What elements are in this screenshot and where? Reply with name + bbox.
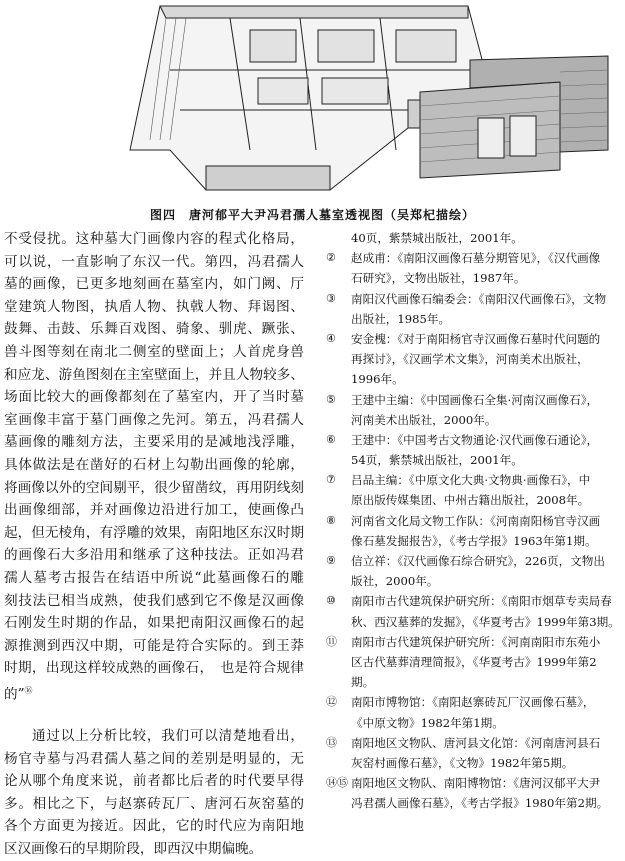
body-line: 通过以上分析比较，我们可以清楚地看出， bbox=[32, 728, 304, 745]
note-number: ⑭⑮ bbox=[326, 776, 348, 790]
note-number: ⑨ bbox=[326, 554, 336, 567]
note-line: 《中原文物》1982年第1期。 bbox=[351, 715, 504, 730]
body-line: 墓的画像，已更多地刻画在墓室内，如门阙、厅 bbox=[4, 276, 304, 293]
body-line: 堂建筑人物图，执盾人物、执戟人物、拜谒图、 bbox=[4, 298, 304, 315]
body-text-column bbox=[4, 228, 304, 861]
note-number: ⑪ bbox=[326, 634, 337, 648]
note-number: ② bbox=[326, 251, 336, 265]
figure-caption: 图四 唐河郁平大尹冯君孺人墓室透视图（吴郑杞描绘） bbox=[149, 208, 475, 222]
note-line: 区古代墓葬清理简报》，《华夏考古》1999年第2 bbox=[351, 654, 597, 669]
body-line: 各个方面更为接近。因此，它的时代应为南阳地 bbox=[4, 818, 304, 835]
body-line: 区汉画像石的早期阶段，即西汉中期偏晚。 bbox=[4, 841, 263, 858]
body-line: 孺人墓考古报告在结语中所说“此墓画像石的雕 bbox=[4, 569, 304, 586]
body-line: 源推测到西汉中期，可能是符合实际的。到王莽 bbox=[4, 637, 304, 654]
body-line: 不受侵扰。这种墓大门画像内容的程式化格局， bbox=[4, 231, 304, 247]
note-line: 河南省文化局文物工作队：《河南南阳杨官寺汉画 bbox=[351, 513, 601, 528]
note-item bbox=[326, 773, 622, 813]
note-line: 秋、西汉墓葬的发掘》，《华夏考古》1999年第3期。 bbox=[351, 614, 620, 629]
note-item bbox=[326, 591, 622, 631]
note-line: 40页，紫禁城出版社，2001年。 bbox=[351, 231, 523, 245]
note-line: 原出版传媒集团、中州古籍出版社，2008年。 bbox=[351, 493, 590, 508]
body-line: 杨官寺墓与冯君孺人墓之间的差别是明显的，无 bbox=[4, 750, 304, 767]
note-number: ⑦ bbox=[326, 473, 336, 487]
note-line: 像石墓发掘报告》，《考古学报》1963年第1期。 bbox=[351, 533, 597, 548]
body-line: 可以说，一直影响了东汉一代。第四，冯君孺人 bbox=[4, 253, 304, 270]
tomb-perspective-drawing bbox=[0, 0, 625, 200]
note-item bbox=[326, 248, 622, 288]
body-line-with-footnote bbox=[4, 680, 304, 703]
note-item bbox=[326, 470, 622, 510]
body-line: 时期，出现这样较成熟的画像石， 也是符合规律 bbox=[4, 660, 304, 677]
body-line: 鼓舞、击鼓、乐舞百戏图、骑象、驯虎、蹶张、 bbox=[4, 321, 304, 338]
note-line: 冯君孺人画像石墓》，《考古学报》1980年第2期。 bbox=[351, 796, 609, 811]
body-line: 的画像石大多沿用和继承了这种技法。正如冯君 bbox=[4, 547, 304, 564]
note-line: 南阳地区文物队、南阳博物馆：《唐河汉郁平大尹 bbox=[351, 776, 601, 791]
body-line: 场面比较大的画像都刻在了墓室内，开了当时墓 bbox=[4, 389, 304, 406]
body-line: 论从哪个角度来说，前者都比后者的时代要早得 bbox=[4, 773, 304, 790]
note-line: 信立祥：《汉代画像石综合研究》，226页，文物出 bbox=[351, 554, 605, 568]
note-line: 河南美术出版社，2000年。 bbox=[351, 412, 497, 427]
note-line: 南阳地区文物队、唐河县文化馆：《河南唐河县石 bbox=[351, 735, 601, 750]
note-line: 吕品主编：《中原文化大典·文物典·画像石》，中 bbox=[351, 473, 591, 488]
note-line: 南阳汉代画像石编委会：《南阳汉代画像石》，文物 bbox=[351, 291, 607, 306]
note-line: 出版社，1985年。 bbox=[351, 311, 451, 326]
note-line: 54页，紫禁城出版社，2001年。 bbox=[351, 453, 523, 468]
note-item bbox=[326, 289, 622, 329]
body-line: 石刚发生时期的作品，如果把南阳汉画像石的起 bbox=[4, 615, 304, 632]
blank-line bbox=[4, 702, 304, 725]
notes-column bbox=[326, 228, 622, 813]
note-item bbox=[326, 551, 622, 591]
body-line: 的” bbox=[4, 686, 25, 703]
note-item bbox=[326, 390, 622, 430]
note-line: 版社，2000年。 bbox=[351, 574, 439, 589]
note-number: ③ bbox=[326, 291, 336, 305]
note-number: ⑧ bbox=[326, 513, 336, 527]
note-line: 石研究》，文物出版社，1987年。 bbox=[351, 271, 526, 286]
note-number: ⑤ bbox=[326, 392, 336, 406]
note-number: ⑩ bbox=[326, 594, 336, 608]
body-line: 具体做法是在凿好的石材上勾勒出画像的轮廓， bbox=[4, 456, 304, 473]
note-line: 南阳市博物馆：《南阳赵寨砖瓦厂汉画像石墓》， bbox=[351, 695, 595, 710]
note-line: 期。 bbox=[351, 675, 375, 690]
note-line: 王建中主编：《中国画像石全集·河南汉画像石》， bbox=[351, 392, 599, 407]
body-line: 将画像以外的空间剔平，很少留凿纹，再用阴线刻 bbox=[4, 479, 304, 496]
note-number: ⑥ bbox=[326, 432, 336, 446]
note-line: 赵成甫：《南阳汉画像石墓分期管见》，《汉代画像 bbox=[351, 251, 601, 266]
body-line: 刻技法已相当成熟，使我们感到它不像是汉画像 bbox=[4, 592, 304, 609]
note-number: ④ bbox=[326, 331, 336, 345]
body-line: 兽斗图等刻在南北二侧室的壁面上；人首虎身兽 bbox=[4, 343, 304, 360]
note-item bbox=[326, 632, 622, 693]
body-line: 室画像丰富于墓门画像之先河。第五，冯君孺人 bbox=[4, 411, 304, 428]
note-line: 南阳市古代建筑保护研究所：《南阳市烟草专卖局春 bbox=[351, 594, 612, 609]
note-line: 南阳市古代建筑保护研究所：《河南南阳市东苑小 bbox=[351, 634, 601, 649]
footnote-ref: ⑯ bbox=[24, 685, 33, 695]
note-item bbox=[326, 733, 622, 773]
note-number: ⑬ bbox=[326, 735, 337, 749]
body-line: 多。相比之下，与赵寨砖瓦厂、唐河石灰窑墓的 bbox=[4, 795, 304, 812]
note-item bbox=[326, 511, 622, 551]
note-number: ⑫ bbox=[326, 695, 337, 709]
note-item bbox=[326, 329, 622, 390]
note-line: 王建中：《中国考古文物通论·汉代画像石通论》， bbox=[351, 432, 599, 447]
note-line: 再探讨》，《汉画学术文集》，河南美术出版社， bbox=[351, 352, 589, 367]
body-line: 墓画像的雕刻方法，主要采用的是减地浅浮雕， bbox=[4, 434, 304, 451]
note-line: 1996年。 bbox=[351, 372, 404, 387]
note-line: 安金槐：《对于南阳杨官寺汉画像石墓时代问题的 bbox=[351, 331, 601, 346]
note-item bbox=[326, 228, 622, 248]
note-item bbox=[326, 692, 622, 732]
body-line: 起，但无棱角，有浮雕的效果，南阳地区东汉时期 bbox=[4, 524, 304, 541]
body-line: 出画像细部，并对画像边沿进行加工，使画像凸 bbox=[4, 502, 304, 519]
note-line: 灰窑村画像石墓》，《文物》1982年第5期。 bbox=[351, 755, 574, 770]
note-item bbox=[326, 430, 622, 470]
body-line: 和应龙、游鱼图刻在主室壁面上，并且人物较多、 bbox=[4, 366, 304, 383]
